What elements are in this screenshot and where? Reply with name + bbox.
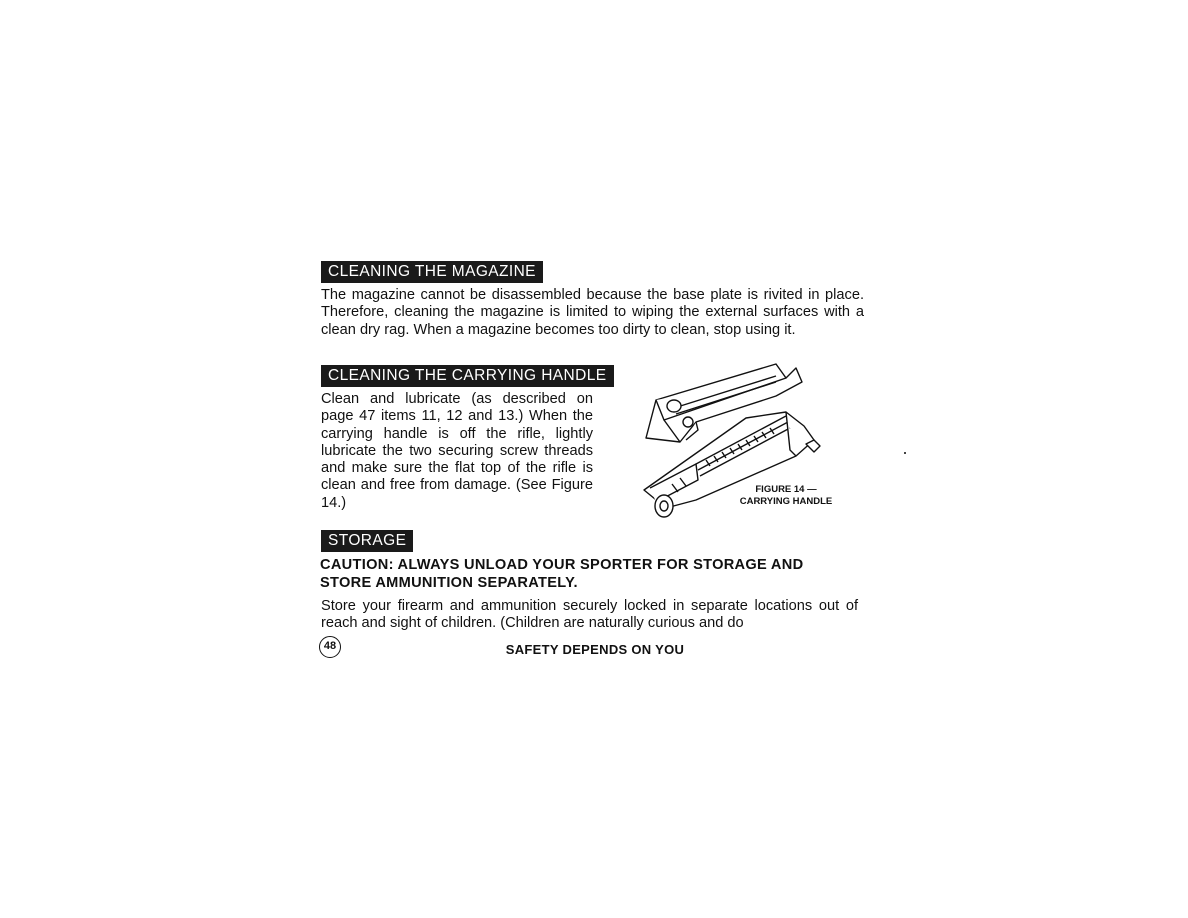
storage-caution-line1: CAUTION: ALWAYS UNLOAD YOUR SPORTER FOR STORAGE AND — [320, 557, 804, 573]
storage-caution-line2: STORE AMMUNITION SEPARATELY. — [320, 575, 578, 591]
figure-caption — [722, 484, 850, 508]
heading-cleaning-carrying-handle: CLEANING THE CARRYING HANDLE — [321, 365, 614, 387]
paragraph-cleaning-carrying-handle: Clean and lubricate (as described on page 47 items 11, 12 and 13.) When the carrying handle is off the rifle, lightly lubricate the two securing screw threads and make sure the flat top of the rifle is clean and free from damage. (See Figure 14.) — [321, 391, 593, 511]
storage-caution — [320, 556, 803, 592]
page-number-badge: 48 — [319, 636, 341, 658]
footer-text: SAFETY DEPENDS ON YOU — [505, 642, 685, 657]
heading-storage: STORAGE — [321, 530, 413, 552]
figure-caption-line1: FIGURE 14 — — [755, 484, 817, 495]
paragraph-cleaning-magazine: The magazine cannot be disassembled because the base plate is rivited in place. Therefore, cleaning the magazine is limited to wiping the external surfaces with a clean dry rag. When a magazine becomes too dirty to clean, stop using it. — [321, 287, 864, 338]
stray-mark — [904, 452, 906, 454]
heading-cleaning-magazine: CLEANING THE MAGAZINE — [321, 261, 543, 283]
figure-caption-line2: CARRYING HANDLE — [739, 496, 833, 507]
paragraph-storage: Store your firearm and ammunition securely locked in separate locations out of reach and sight of children. (Children are naturally curious and do — [321, 598, 858, 632]
